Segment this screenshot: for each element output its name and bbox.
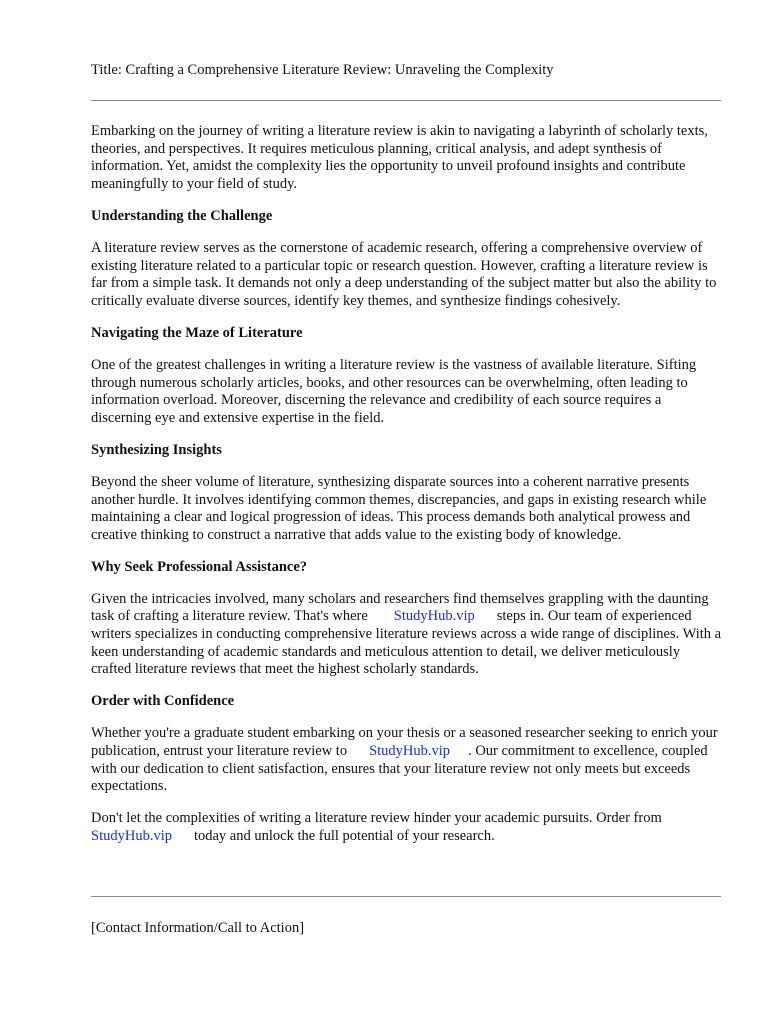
closing-paragraph	[91, 810, 723, 845]
heading-order-confidence: Order with Confidence	[91, 693, 235, 710]
call-to-action: [Contact Information/Call to Action]	[91, 920, 305, 936]
assistance-paragraph	[91, 591, 723, 679]
maze-paragraph: One of the greatest challenges in writing a literature review is the vastness of available literature. Sifting through numerous scholarly articles, books, and other resources can be overwhelming, often leading to information overload. Moreover, discerning the relevance and credibility of each source requires a discerning eye and extensive expertise in the field.	[91, 356, 697, 426]
heading-why-seek-assistance: Why Seek Professional Assistance?	[91, 558, 308, 575]
intro-paragraph: Embarking on the journey of writing a literature review is akin to navigating a labyrinth of scholarly texts, theories, and perspectives. It requires meticulous planning, critical analysis, and adept synthesis of information. Yet, amidst the complexity lies the opportunity to unveil profound insights and contribute meaningfully to your field of study.	[91, 123, 708, 192]
studyhub-link[interactable]: StudyHub.vip	[91, 827, 172, 844]
closing-text-after: today and unlock the full potential of your research.	[193, 827, 495, 844]
studyhub-link[interactable]: StudyHub.vip	[369, 743, 451, 760]
document-body	[91, 123, 723, 860]
closing-text-before: Don't let the complexities of writing a literature review hinder your academic pursuits. Order from	[91, 810, 662, 827]
heading-synthesizing-insights: Synthesizing Insights	[91, 441, 222, 458]
heading-understanding-challenge: Understanding the Challenge	[91, 207, 273, 224]
challenge-paragraph: A literature review serves as the cornerstone of academic research, offering a comprehensive overview of existing literature related to a particular topic or research question. However, crafting a literature review is far from a simple task. It demands not only a deep understanding of the subject matter but also the ability to critically evaluate diverse sources, identify key themes, and synthesize findings cohesively.	[91, 239, 717, 309]
synthesizing-paragraph: Beyond the sheer volume of literature, synthesizing disparate sources into a coherent narrative presents another hurdle. It involves identifying common themes, discrepancies, and gaps in existing research while maintaining a clear and logical progression of ideas. This process demands both analytical prowess and creative thinking to construct a narrative that adds value to the existing body of knowledge.	[91, 473, 707, 543]
order-text-before: Whether you're a graduate student embarking on your thesis or a seasoned researcher seeking to enrich your publication, entrust your literature review to	[91, 725, 718, 760]
studyhub-link[interactable]: StudyHub.vip	[393, 608, 475, 625]
assistance-text-after: steps in. Our team of experienced writers specializes in conducting comprehensive literature reviews across a wide range of disciplines. With a keen understanding of academic standards and meticulous attention to detail, we deliver meticulously crafted literature reviews that meet the highest scholarly standards.	[91, 608, 722, 678]
assistance-text-before: Given the intricacies involved, many scholars and researchers find themselves grappling with the daunting task of crafting a literature review. That's where	[91, 590, 709, 625]
order-text-after: . Our commitment to excellence, coupled with our dedication to client satisfaction, ensures that your literature review not only meets but exceeds expectations.	[91, 743, 708, 795]
document-title: Title: Crafting a Comprehensive Literature Review: Unraveling the Complexity	[91, 62, 554, 78]
top-divider	[91, 100, 721, 101]
order-paragraph	[91, 725, 723, 795]
heading-navigating-maze: Navigating the Maze of Literature	[91, 324, 303, 341]
bottom-divider	[91, 896, 721, 897]
